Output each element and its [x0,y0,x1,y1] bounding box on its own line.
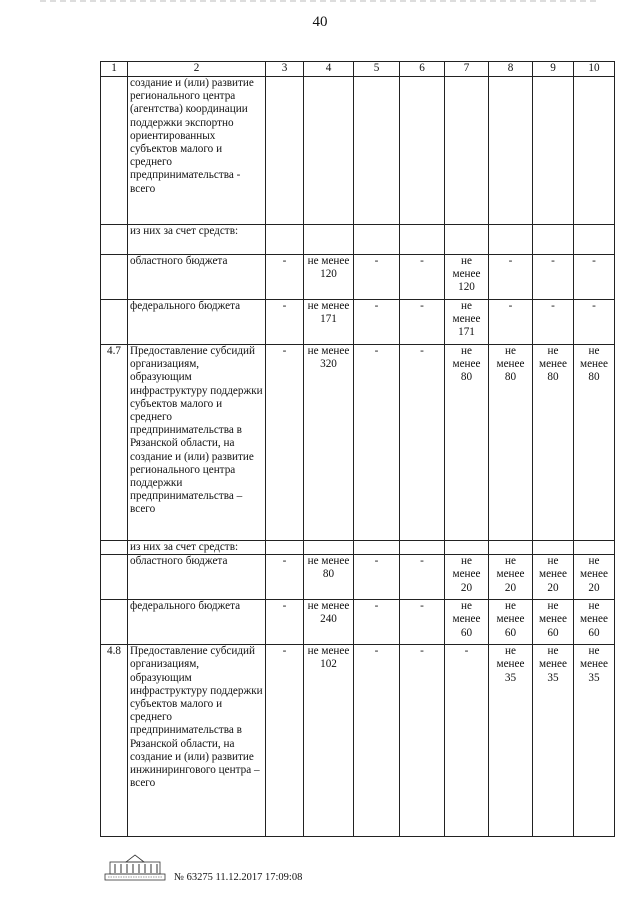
row-number [101,77,128,225]
value-cell: не менее 35 [533,645,574,837]
value-cell: не менее 60 [533,600,574,645]
value-cell [266,541,304,555]
value-cell [304,541,354,555]
row-number [101,555,128,600]
column-header: 2 [128,62,266,77]
table-row [101,600,615,645]
government-building-stamp-icon [104,852,166,882]
value-cell: - [400,255,445,300]
value-cell: не менее 60 [574,600,615,645]
table-row [101,77,615,225]
column-header: 8 [489,62,533,77]
page-footer [104,852,604,892]
value-cell: не менее 20 [489,555,533,600]
value-cell [574,77,615,225]
value-cell: - [574,255,615,300]
value-cell: не менее 20 [574,555,615,600]
value-cell: - [400,600,445,645]
value-cell: - [266,255,304,300]
value-cell [354,77,400,225]
column-header: 9 [533,62,574,77]
row-description: создание и (или) развитие регионального центра (агентства) координации поддержки экспортно ориентированных субъектов малого и среднего предпринимательства - всего [128,77,266,225]
value-cell [354,225,400,255]
value-cell: - [533,300,574,345]
value-cell: не менее 171 [304,300,354,345]
value-cell [445,77,489,225]
value-cell: - [354,600,400,645]
column-header: 3 [266,62,304,77]
table-row [101,645,615,837]
row-number [101,600,128,645]
column-header: 4 [304,62,354,77]
row-number: 4.8 [101,645,128,837]
value-cell [400,225,445,255]
value-cell: не менее 320 [304,345,354,541]
value-cell [266,77,304,225]
value-cell [400,541,445,555]
value-cell [489,541,533,555]
value-cell [574,541,615,555]
value-cell [445,541,489,555]
value-cell [304,77,354,225]
value-cell: не менее 80 [533,345,574,541]
row-description: областного бюджета [128,255,266,300]
value-cell: - [354,645,400,837]
value-cell: - [400,555,445,600]
table-row [101,255,615,300]
row-description: из них за счет средств: [128,541,266,555]
value-cell: не менее 20 [445,555,489,600]
value-cell [354,541,400,555]
value-cell: не менее 120 [445,255,489,300]
column-header: 7 [445,62,489,77]
document-registration-number: № 63275 11.12.2017 17:09:08 [174,872,303,883]
scan-edge-artifact [0,0,640,3]
value-cell: - [445,645,489,837]
value-cell [533,541,574,555]
row-description: Предоставление субсидий организациям, образующим инфраструктуру поддержки субъектов малого и среднего предпринимательства в Рязанской области, на создание и (или) развитие инжинирингового центра – всего [128,645,266,837]
value-cell: - [489,300,533,345]
page-number: 40 [312,14,328,30]
value-cell: - [354,345,400,541]
value-cell: - [574,300,615,345]
value-cell [574,225,615,255]
value-cell: - [354,555,400,600]
table-row [101,225,615,255]
value-cell: - [266,345,304,541]
column-header: 5 [354,62,400,77]
value-cell: не менее 60 [489,600,533,645]
budget-table [100,61,615,837]
column-header: 10 [574,62,615,77]
value-cell: не менее 80 [489,345,533,541]
row-number [101,541,128,555]
value-cell: - [400,345,445,541]
value-cell: - [400,300,445,345]
value-cell: не менее 80 [304,555,354,600]
column-header: 1 [101,62,128,77]
header-row [101,62,615,77]
value-cell [304,225,354,255]
value-cell: не менее 80 [445,345,489,541]
value-cell [489,77,533,225]
table-row [101,555,615,600]
value-cell: не менее 60 [445,600,489,645]
row-number: 4.7 [101,345,128,541]
value-cell: - [489,255,533,300]
value-cell: не менее 20 [533,555,574,600]
value-cell [400,77,445,225]
table-row [101,300,615,345]
value-cell [533,225,574,255]
column-header: 6 [400,62,445,77]
value-cell: - [266,300,304,345]
table-row [101,345,615,541]
value-cell [266,225,304,255]
value-cell: - [266,645,304,837]
value-cell: не менее 80 [574,345,615,541]
row-description: федерального бюджета [128,600,266,645]
row-description: областного бюджета [128,555,266,600]
row-number [101,225,128,255]
row-description: Предоставление субсидий организациям, образующим инфраструктуру поддержки субъектов малого и среднего предпринимательства в Рязанской области, на создание и (или) развитие регионального центра поддержки предпринимательства – всего [128,345,266,541]
value-cell [489,225,533,255]
row-description: из них за счет средств: [128,225,266,255]
table-row [101,541,615,555]
value-cell: не менее 35 [574,645,615,837]
value-cell: не менее 120 [304,255,354,300]
value-cell: - [266,600,304,645]
value-cell [445,225,489,255]
value-cell: не менее 240 [304,600,354,645]
value-cell: - [533,255,574,300]
value-cell: - [400,645,445,837]
value-cell: - [266,555,304,600]
value-cell: не менее 35 [489,645,533,837]
value-cell: не менее 171 [445,300,489,345]
row-number [101,300,128,345]
value-cell: - [354,300,400,345]
row-description: федерального бюджета [128,300,266,345]
row-number [101,255,128,300]
value-cell [533,77,574,225]
value-cell: - [354,255,400,300]
value-cell: не менее 102 [304,645,354,837]
